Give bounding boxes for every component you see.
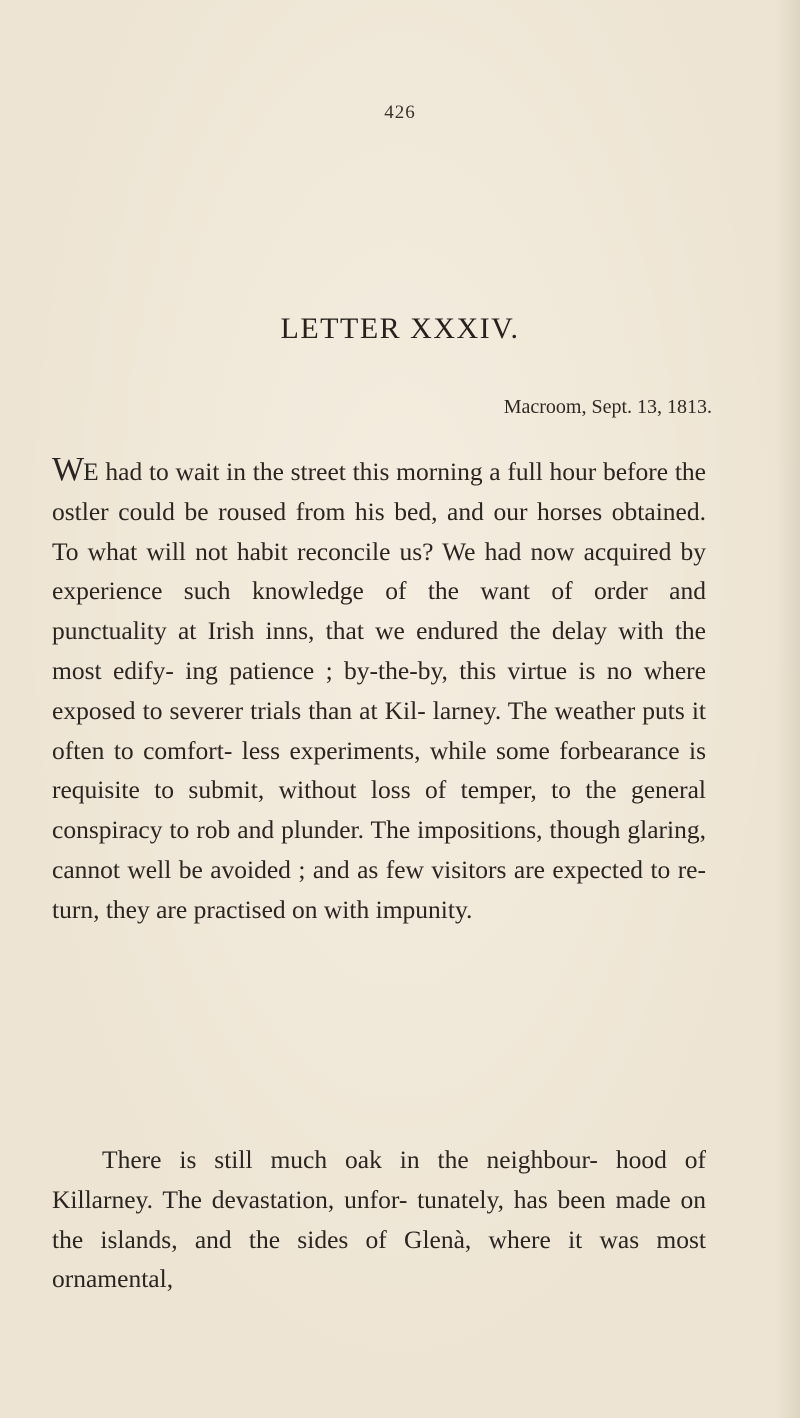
paragraph-1-text: had to wait in the street this morning a full hour before the ostler could be roused from his bed, and our horses obtained. To what will not habit reconcile us? We had now acquired by experience such knowledge of the want of order and punctuality at Irish inns, that we endured the delay with the most edify- ing patience ; by-the-by, this virtue is no where exposed to severer trials than at Kil- larney. The weather puts it often to comfort- less experiments, while some forbearance is requisite to submit, without loss of temper, to the general conspiracy to rob and plunder. The impositions, though glaring, cannot well be avoided ; and as few visitors are expected to re- turn, they are practised on with impunity. [52, 457, 706, 924]
letter-heading: LETTER XXXIV. [280, 312, 520, 345]
first-word-rest: E [83, 457, 99, 486]
paragraph-2-text: There is still much oak in the neighbour- hood of Killarney. The devastation, unfor- tunately, has been made on the islands, and the sides of Glenà, where it was most ornamental, [52, 1145, 706, 1294]
paragraph-2 [52, 1140, 706, 1299]
paragraph-1 [52, 452, 706, 930]
drop-cap: W [52, 451, 84, 488]
dateline: Macroom, Sept. 13, 1813. [503, 396, 712, 418]
page-number: 426 [384, 102, 416, 123]
